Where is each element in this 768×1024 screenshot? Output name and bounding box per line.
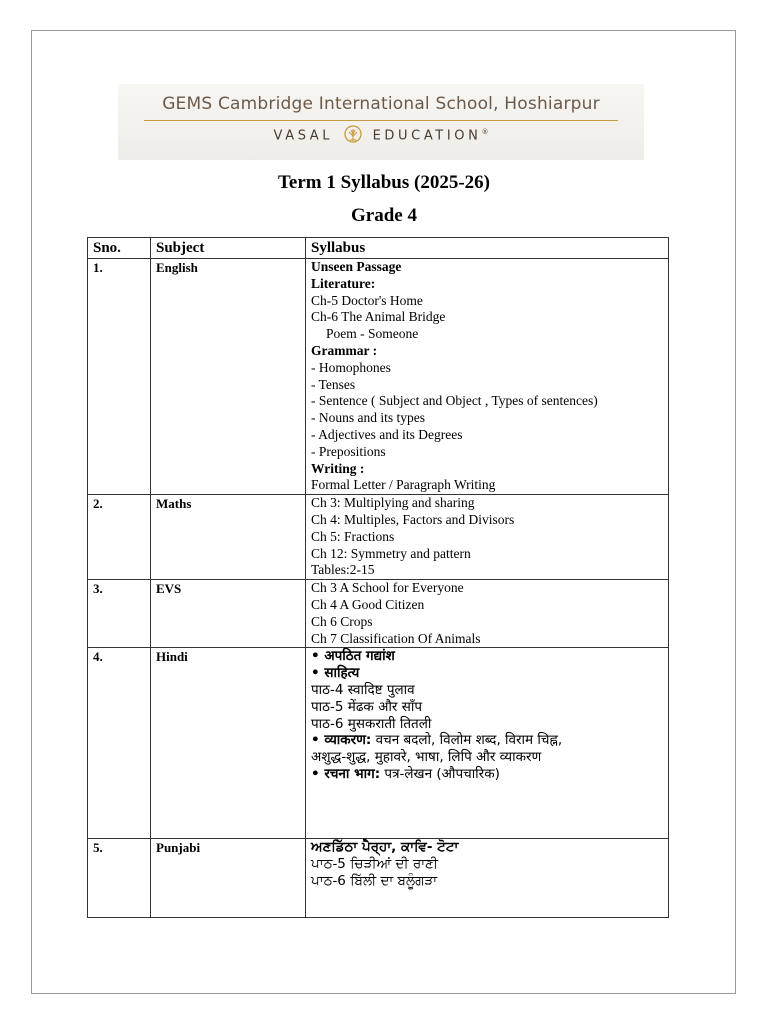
column-header-sno: Sno. <box>88 238 151 259</box>
row-sno: 2. <box>88 495 151 580</box>
table-header-row <box>88 238 669 259</box>
syllabus-line: Ch 4 A Good Citizen <box>311 596 425 612</box>
syllabus-line: Unseen Passage <box>311 259 402 274</box>
syllabus-line: ਪਾਠ-6 ਬਿੱਲੀ ਦਾ ਬਲੂੰਗੜਾ <box>311 872 438 889</box>
syllabus-line: - Sentence ( Subject and Object , Types of sentences) <box>311 393 598 409</box>
row-subject: English <box>151 259 306 495</box>
syllabus-line: अशुद्ध-शुद्ध, मुहावरे, भाषा, लिपि और व्याकरण <box>311 749 542 766</box>
table-row-punjabi <box>88 839 669 918</box>
registered-mark: ® <box>481 128 489 137</box>
brand-logo <box>118 125 644 147</box>
column-header-syllabus: Syllabus <box>306 238 669 259</box>
syllabus-line: - Homophones <box>311 359 391 375</box>
row-subject: Hindi <box>151 648 306 839</box>
syllabus-line: Ch 3: Multiplying and sharing <box>311 495 475 511</box>
row-syllabus <box>306 648 669 839</box>
syllabus-line: Ch 6 Crops <box>311 613 373 629</box>
tree-logo-icon <box>343 125 363 147</box>
row-sno: 4. <box>88 648 151 839</box>
school-name: GEMS Cambridge International School, Hoshiarpur <box>162 94 600 114</box>
syllabus-line: - Tenses <box>311 376 356 392</box>
syllabus-line: पाठ-6 मुसकराती तितली <box>311 715 432 732</box>
syllabus-line: Ch 5: Fractions <box>311 528 395 544</box>
row-syllabus <box>306 259 669 495</box>
syllabus-table <box>87 237 669 918</box>
row-sno: 3. <box>88 580 151 648</box>
syllabus-line: Formal Letter / Paragraph Writing <box>311 477 496 493</box>
syllabus-line: - Adjectives and its Degrees <box>311 426 463 442</box>
syllabus-line: पाठ-5 मेंढक और साँप <box>311 698 423 715</box>
syllabus-line <box>311 766 663 783</box>
row-sno: 1. <box>88 259 151 495</box>
row-subject: Punjabi <box>151 839 306 918</box>
syllabus-line: Ch-5 Doctor's Home <box>311 292 423 308</box>
row-subject: EVS <box>151 580 306 648</box>
brand-right: EDUCATION <box>372 128 482 144</box>
row-syllabus <box>306 495 669 580</box>
syllabus-line: Tables:2-15 <box>311 562 375 578</box>
section-label: • व्याकरण: <box>311 732 372 749</box>
section-text: वचन बदलो, विलोम शब्द, विराम चिह्न, <box>371 732 563 749</box>
table-row-hindi <box>88 648 669 839</box>
syllabus-line: ਪਾਠ-5 ਚਿੜੀਆਂ ਦੀ ਰਾਣੀ <box>311 856 438 873</box>
syllabus-line: Ch 3 A School for Everyone <box>311 580 464 596</box>
row-sno: 5. <box>88 839 151 918</box>
syllabus-line: Ch 7 Classification Of Animals <box>311 630 481 646</box>
syllabus-line: • अपठित गद्यांश <box>311 648 395 665</box>
table-row-maths <box>88 495 669 580</box>
row-syllabus <box>306 580 669 648</box>
syllabus-line: Grammar : <box>311 342 378 358</box>
syllabus-line: Ch 4: Multiples, Factors and Divisors <box>311 511 515 527</box>
syllabus-line: Ch-6 The Animal Bridge <box>311 309 446 325</box>
syllabus-line: - Prepositions <box>311 443 386 459</box>
row-subject: Maths <box>151 495 306 580</box>
syllabus-line: Writing : <box>311 460 365 476</box>
syllabus-line: - Nouns and its types <box>311 410 425 426</box>
row-syllabus <box>306 839 669 918</box>
divider <box>144 120 618 121</box>
syllabus-line: Poem - Someone <box>326 326 419 342</box>
grade-heading: Grade 4 <box>351 205 417 226</box>
document-title: Term 1 Syllabus (2025-26) <box>277 172 490 193</box>
syllabus-line: पाठ-4 स्वादिष्ट पुलाव <box>311 681 415 698</box>
header-banner <box>118 84 644 160</box>
table-row-english <box>88 259 669 495</box>
syllabus-line: Literature: <box>311 275 376 291</box>
syllabus-line <box>311 732 663 749</box>
column-header-subject: Subject <box>151 238 306 259</box>
syllabus-line: Ch 12: Symmetry and pattern <box>311 545 471 561</box>
syllabus-line: • साहित्य <box>311 665 360 682</box>
brand-left: VASAL <box>273 128 334 144</box>
section-label: • रचना भाग: <box>311 765 381 782</box>
table-row-evs <box>88 580 669 648</box>
section-text: पत्र-लेखन (औपचारिक) <box>380 765 500 782</box>
syllabus-line: ਅਣਡਿੱਠਾ ਪੈਰ੍ਹਾ, ਕਾਵਿ- ਟੋਟਾ <box>311 839 459 856</box>
